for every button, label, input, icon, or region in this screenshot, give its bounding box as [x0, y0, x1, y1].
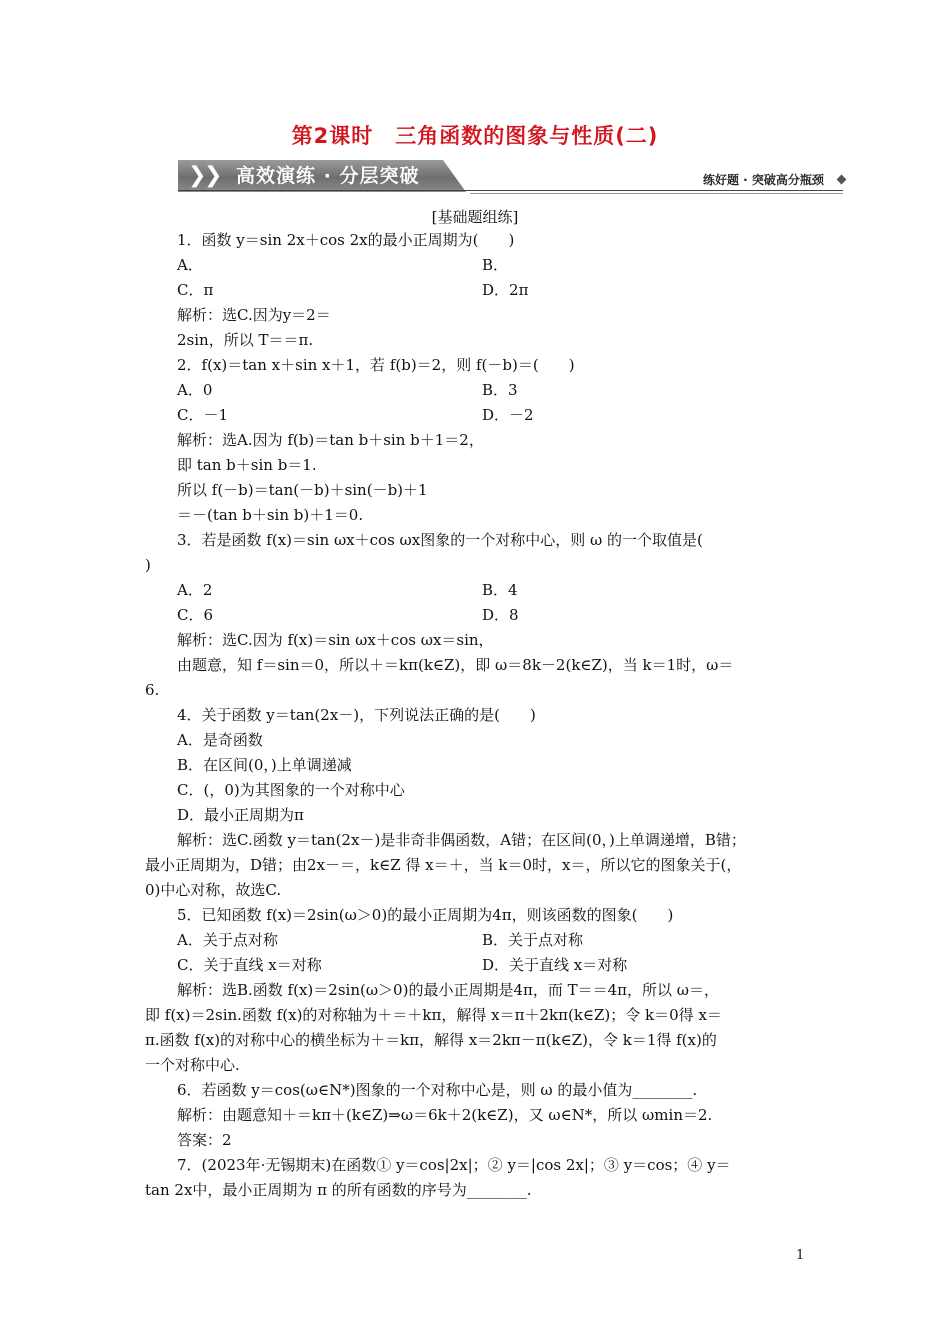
text-line: 由题意，知 f＝sin＝0，所以＋＝kπ(k∈Z)，即 ω＝8k－2(k∈Z)，当 k＝1时，ω＝ [177, 656, 734, 674]
text-line: 7．(2023年·无锡期末)在函数① y＝cos|2x|；② y＝|cos 2x|；③ y＝cos；④ y＝ [177, 1156, 731, 1174]
text-line: A．2 [177, 581, 213, 599]
divider [178, 190, 843, 191]
text-line: 0)中心对称，故选C. [145, 881, 282, 899]
text-line: 5．已知函数 f(x)＝2sin(ω＞0)的最小正周期为4π，则该函数的图象( ) [177, 906, 674, 924]
text-line: C．关于直线 x＝对称 [177, 956, 322, 974]
text-line: 解析：选C.因为y＝2＝ [177, 306, 331, 324]
text-line: ＝－(tan b＋sin b)＋1＝0. [177, 506, 364, 524]
text-line: C．π [177, 281, 214, 299]
text-line: 1．函数 y＝sin 2x＋cos 2x的最小正周期为( ) [177, 231, 515, 249]
text-line: D．最小正周期为π [177, 806, 304, 824]
text-line: 解析：由题意知＋＝kπ＋(k∈Z)⇒ω＝6k＋2(k∈Z)，又 ω∈N*，所以 ωmin＝2. [177, 1106, 713, 1124]
text-line: π.函数 f(x)的对称中心的横坐标为＋＝kπ，解得 x＝2kπ－π(k∈Z)，令 k＝1得 f(x)的 [145, 1031, 717, 1049]
text-line: D．2π [482, 281, 529, 299]
text-line: A．是奇函数 [177, 731, 263, 749]
banner-tagline: 练好题 · 突破高分瓶颈 [703, 173, 824, 187]
text-line: A． [177, 256, 203, 274]
text-line: 最小正周期为，D错；由2x－＝，k∈Z 得 x＝＋，当 k＝0时，x＝，所以它的图象关于(， [145, 856, 742, 874]
text-line: B．3 [482, 381, 518, 399]
text-line: 答案：2 [177, 1131, 232, 1149]
text-line: 所以 f(－b)＝tan(－b)＋sin(－b)＋1 [177, 481, 428, 499]
text-line: 即 f(x)＝2sin.函数 f(x)的对称轴为＋＝＋kπ，解得 x＝π＋2kπ(k∈Z)；令 k＝0得 x＝ [145, 1006, 722, 1024]
text-line: A．0 [177, 381, 213, 399]
text-line: C．－1 [177, 406, 229, 424]
text-line: 6. [145, 681, 160, 699]
chevron-right-icon: ❯ [188, 163, 207, 188]
text-line: ) [145, 556, 151, 574]
text-line: 即 tan b＋sin b＝1. [177, 456, 317, 474]
section-heading: [基础题组练] [431, 208, 519, 226]
text-line: 解析：选A.因为 f(b)＝tan b＋sin b＋1＝2， [177, 431, 484, 449]
text-line: 2．f(x)＝tan x＋sin x＋1，若 f(b)＝2，则 f(－b)＝( ) [177, 356, 575, 374]
text-line: 解析：选B.函数 f(x)＝2sin(ω＞0)的最小正周期是4π，而 T＝＝4π，所以 ω＝， [177, 981, 720, 999]
page-number: 1 [796, 1248, 805, 1263]
banner-text: 高效演练 · 分层突破 [236, 165, 420, 187]
page-title: 第2课时 三角函数的图象与性质(二) [291, 124, 659, 148]
text-line: C．6 [177, 606, 214, 624]
chevron-right-icon: ❯ [204, 163, 223, 188]
text-line: 解析：选C.因为 f(x)＝sin ωx＋cos ωx＝sin， [177, 631, 494, 649]
text-line: B．关于点对称 [482, 931, 584, 949]
text-line: C．(，0)为其图象的一个对称中心 [177, 781, 405, 799]
text-line: D．－2 [482, 406, 534, 424]
text-line: 3．若是函数 f(x)＝sin ωx＋cos ωx图象的一个对称中心，则 ω 的一个取值是( [177, 531, 703, 549]
text-line: B．在区间(0，)上单调递减 [177, 756, 352, 774]
diamond-icon [837, 175, 847, 185]
text-line: B． [482, 256, 509, 274]
divider [470, 193, 843, 194]
text-line: 4．关于函数 y＝tan(2x－)，下列说法正确的是( ) [177, 706, 536, 724]
text-line: tan 2x中，最小正周期为 π 的所有函数的序号为________. [145, 1181, 532, 1199]
text-line: D．8 [482, 606, 519, 624]
text-line: 2sin，所以 T＝＝π. [177, 331, 314, 349]
text-line: 6．若函数 y＝cos(ω∈N*)图象的一个对称中心是，则 ω 的最小值为________. [177, 1081, 698, 1099]
text-line: B．4 [482, 581, 518, 599]
text-line: 一个对称中心. [145, 1056, 240, 1074]
text-line: A．关于点对称 [177, 931, 278, 949]
text-line: 解析：选C.函数 y＝tan(2x－)是非奇非偶函数，A错；在区间(0，)上单调递增，B错； [177, 831, 746, 849]
section-banner [178, 160, 466, 192]
text-line: D．关于直线 x＝对称 [482, 956, 628, 974]
